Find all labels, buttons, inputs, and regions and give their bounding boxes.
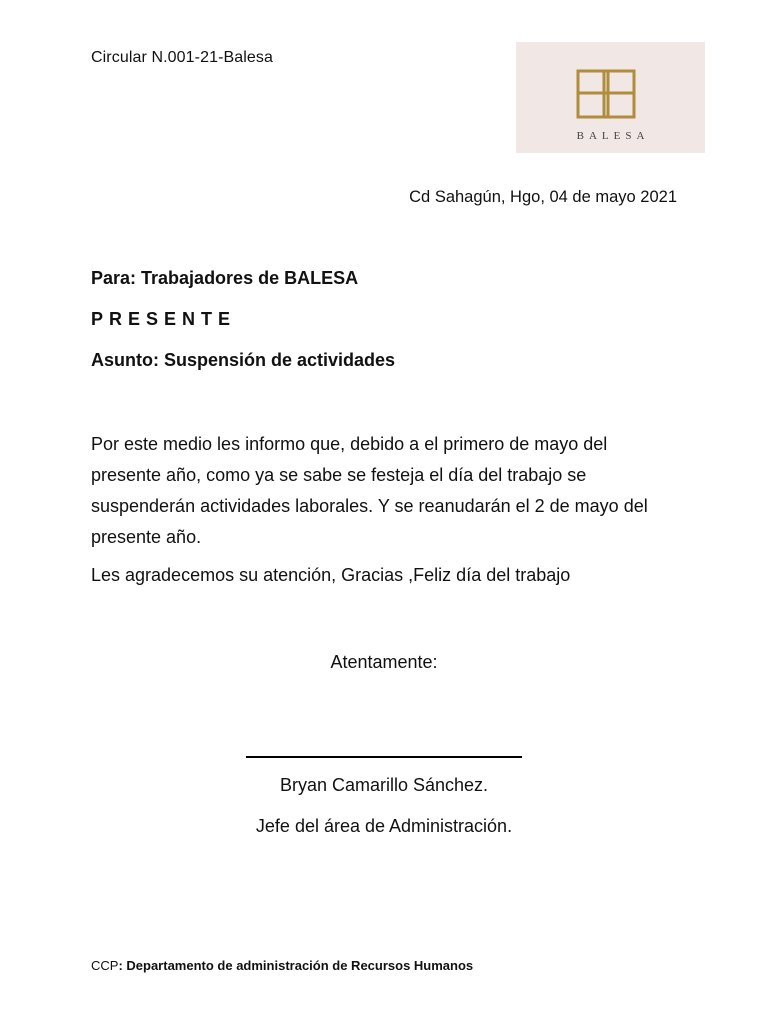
balesa-monogram-icon	[576, 69, 646, 121]
company-logo	[516, 42, 705, 153]
signer-role: Jefe del área de Administración.	[255, 816, 513, 836]
thanks-line: Les agradecemos su atención, Gracias ,Feliz día del trabajo	[91, 565, 571, 585]
body-paragraph: Por este medio les informo que, debido a el primero de mayo del presente año, como ya se sabe se festeja el día del trabajo se suspenderán actividades laborales. Y se reanudarán el 2 de mayo del presente año.	[91, 434, 648, 547]
presente-line: PRESENTE	[91, 309, 237, 329]
closing-salutation: Atentamente:	[330, 652, 438, 672]
signer-name: Bryan Camarillo Sánchez.	[279, 775, 489, 795]
logo-wordmark: BALESA	[576, 130, 650, 142]
addressee-line: Para: Trabajadores de BALESA	[91, 268, 359, 288]
circular-number: Circular N.001-21-Balesa	[91, 49, 274, 66]
ccp-text: : Departamento de administración de Recursos Humanos	[118, 958, 474, 973]
signature-line	[246, 756, 522, 758]
subject-line: Asunto: Suspensión de actividades	[91, 350, 396, 370]
date-line: Cd Sahagún, Hgo, 04 de mayo 2021	[409, 188, 677, 206]
ccp-label: CCP	[91, 958, 119, 973]
ccp-footer	[91, 958, 473, 973]
